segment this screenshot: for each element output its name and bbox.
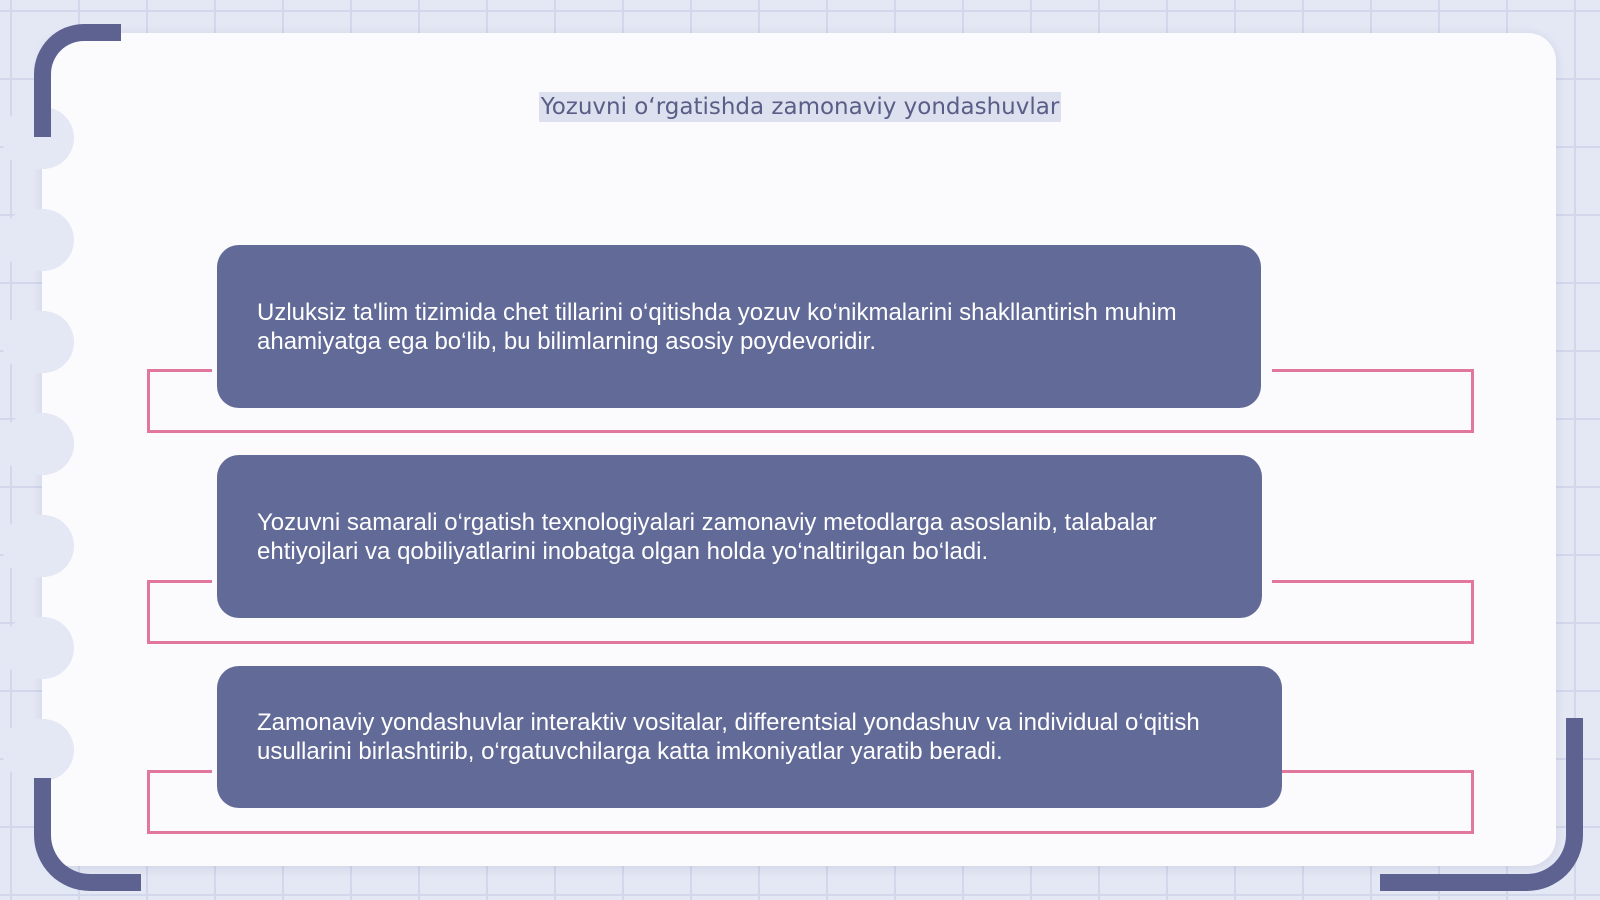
content-card xyxy=(217,666,1282,808)
content-card xyxy=(217,245,1261,408)
content-card-text: Uzluksiz ta'lim tizimida chet tillarini o‘qitishda yozuv ko‘nikmalarini shakllantirish muhim ahamiyatga ega bo‘lib, bu bilimlarning asosiy poydevoridir. xyxy=(257,298,1177,355)
corner-bracket-bottom-left xyxy=(34,778,141,891)
paper-notch xyxy=(2,413,74,475)
content-card xyxy=(217,455,1262,618)
slide-title xyxy=(0,94,1600,120)
paper-notch xyxy=(2,515,74,577)
content-card-text: Yozuvni samarali o‘rgatish texnologiyalari zamonaviy metodlarga asoslanib, talabalar ehtiyojlari va qobiliyatlarini inobatga olgan holda yo‘naltirilgan bo‘ladi. xyxy=(257,508,1157,565)
paper-notch xyxy=(2,719,74,781)
paper-notch xyxy=(2,209,74,271)
corner-bracket-top-left xyxy=(34,24,121,137)
paper-notch xyxy=(2,311,74,373)
slide-title-text: Yozuvni o‘rgatishda zamonaviy yondashuvlar xyxy=(540,94,1060,120)
content-card-text: Zamonaviy yondashuvlar interaktiv vositalar, differentsial yondashuv va individual o‘qitish usullarini birlashtirib, o‘rgatuvchilarga katta imkoniyatlar yaratib beradi. xyxy=(257,709,1200,765)
paper-notch xyxy=(2,617,74,679)
